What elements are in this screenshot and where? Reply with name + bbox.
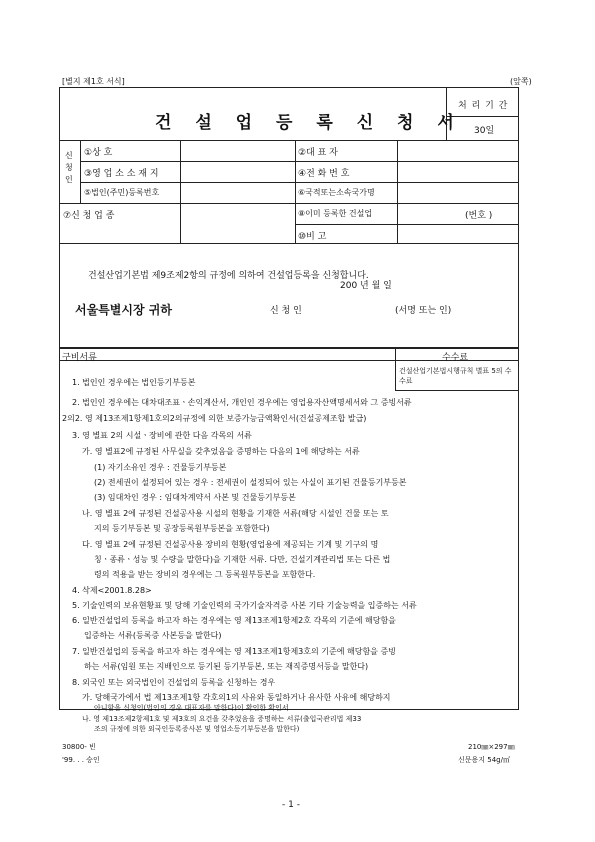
office-address-input[interactable] [181,162,294,181]
field-trade-name-label: ①상 호 [84,148,113,158]
phone-input[interactable] [398,162,518,181]
doc-item-3c: 다. 영 별표 2에 규정된 건설공사용 장비의 현황(영업용에 제공되는 기계 및 기구의 명 [82,540,379,549]
addressee: 서울특별시장 귀하 [75,303,172,317]
doc-item-3a-2: (2) 전세권이 설정되어 있는 경우 : 전세권이 설정되어 있는 사실이 표기된 건물등기부등본 [94,478,407,487]
statement-date[interactable]: 200 년 월 일 [340,281,392,291]
statement-box [59,244,519,348]
footer-approval: '99. . . 승인 [62,756,100,764]
doc-item-5: 5. 기술인력의 보유현황표 및 당해 기술인력의 국가기술자격증 사본 기타 기술능력을 입증하는 서류 [72,601,417,610]
registered-construction-label: ⑧이미 등록한 건설업 [298,209,373,218]
doc-item-6-cont: 입증하는 서류(등록증 사본등을 말한다) [84,631,222,640]
doc-item-7-cont: 하는 서류(임원 또는 지배인으로 등기된 등기부등본, 또는 재직증명서등을 말한다) [84,662,369,671]
field-office-address-label: ③영 업 소 소 재 지 [84,169,159,179]
doc-item-7: 7. 일반건설업의 등록을 하고자 하는 경우에는 영 제13조제1항제3호의 기준에 해당함을 증빙 [72,647,396,656]
footer-paper: 신문용지 54g/㎡ [458,756,510,764]
documents-header: 구비서류 [62,353,97,363]
side-label: (앞쪽) [510,77,532,86]
doc-item-8a: 가. 당해국가에서 법 제13조제1항 각호의1의 사유와 동일하거나 유사한 사유에 해당하지 [82,693,391,702]
doc-item-3c-cont1: 칭ㆍ종류ㆍ성능 및 수량을 말한다)을 기재한 서류. 다만, 건설기계관리법 또는 다른 법 [94,555,391,564]
footer-size: 210㎜×297㎜ [468,743,515,751]
doc-item-3: 3. 영 별표 2의 시설ㆍ장비에 관한 다음 각목의 서류 [72,431,252,440]
footer-code: 30800- 빈 [62,743,96,751]
page-number: - 1 - [282,800,300,810]
doc-item-4: 4. 삭제<2001.8.28> [72,586,152,595]
doc-item-3a-3: (3) 임대차인 경우 : 임대차계약서 사본 및 건물등기부등본 [94,493,296,502]
registration-number-input[interactable] [181,183,294,202]
form-code: [별지 제1호 서식] [62,77,125,86]
fee-text: 건설산업기본법시행규칙 별표 5의 수수료 [399,367,512,385]
registered-number: (번호 ) [465,211,493,221]
doc-item-3b-cont: 지의 등기부등본 및 공장등록원부등본을 포함한다) [94,524,270,533]
processing-period-value: 30일 [474,126,495,136]
representative-input[interactable] [398,141,518,160]
fee-label: 수수료 [442,353,469,363]
remarks-label: ⑩비 고 [298,232,327,242]
field-phone-label: ④전 화 번 호 [298,169,350,179]
processing-period-label: 처 리 기 간 [458,101,509,111]
doc-item-3c-cont2: 령의 적용을 받는 장비의 경우에는 그 등록원부등본을 포함한다. [94,570,316,579]
doc-item-8a-cont: 아니함을 신청인(법인의 경우 대표자를 말한다)이 확인한 확인서 [94,704,289,712]
sign-hint: (서명 또는 인) [395,306,452,316]
remarks-input[interactable] [398,225,518,243]
trade-name-input[interactable] [181,141,294,160]
doc-item-8: 8. 외국인 또는 외국법인이 건설업의 등록을 신청하는 경우 [72,678,276,687]
doc-item-3a: 가. 영 별표2에 규정된 사무실을 갖추었음을 증명하는 다음의 1에 해당하는 서류 [82,447,360,456]
field-representative-label: ②대 표 자 [298,148,338,158]
industry-label: ⑦신 청 업 종 [63,211,115,221]
doc-item-8b-cont: 조의 규정에 의한 외국인등록증사본 및 영업소등기부등본을 말한다) [94,725,300,733]
doc-item-6: 6. 일반건설업의 등록을 하고자 하는 경우에는 영 제13조제1항제2호 각목의 기준에 해당함을 [72,616,396,625]
form-title: 건 설 업 등 록 신 청 서 [155,113,463,133]
applicant-side-label: 신 청 인 [65,151,73,184]
applicant-sign-label: 신 청 인 [270,306,302,316]
statement-text: 건설산업기본법 제9조제2항의 규정에 의하여 건설업등록을 신청합니다. [88,271,369,281]
doc-item-3a-1: (1) 자기소유인 경우 : 건물등기부등본 [94,463,227,472]
doc-item-8b: 나. 영 제13조제2항제1호 및 제3호의 요건을 갖추었음을 증명하는 서류(출입국관리법 제33 [82,715,362,723]
field-registration-number-label: ⑤법인(주민)등록번호 [84,188,160,197]
doc-item-2-2: 2의2. 영 제13조제1항제1호의2의규정에 의한 보증가능금액확인서(건설공제조합 발급) [62,414,367,423]
doc-item-3b: 나. 영 별표 2에 규정된 건설공사용 시설의 현황을 기재한 서류(해당 시설인 건물 또는 토 [82,509,389,518]
doc-item-1: 1. 법인인 경우에는 법인등기부등본 [72,378,196,387]
doc-item-2: 2. 법인인 경우에는 대차대조표ㆍ손익계산서, 개인인 경우에는 영업용자산액명세서와 그 증빙서류 [72,398,412,407]
field-nationality-label: ⑥국적또는소속국가명 [298,188,375,197]
industry-input[interactable] [181,204,294,243]
nationality-input[interactable] [398,183,518,202]
